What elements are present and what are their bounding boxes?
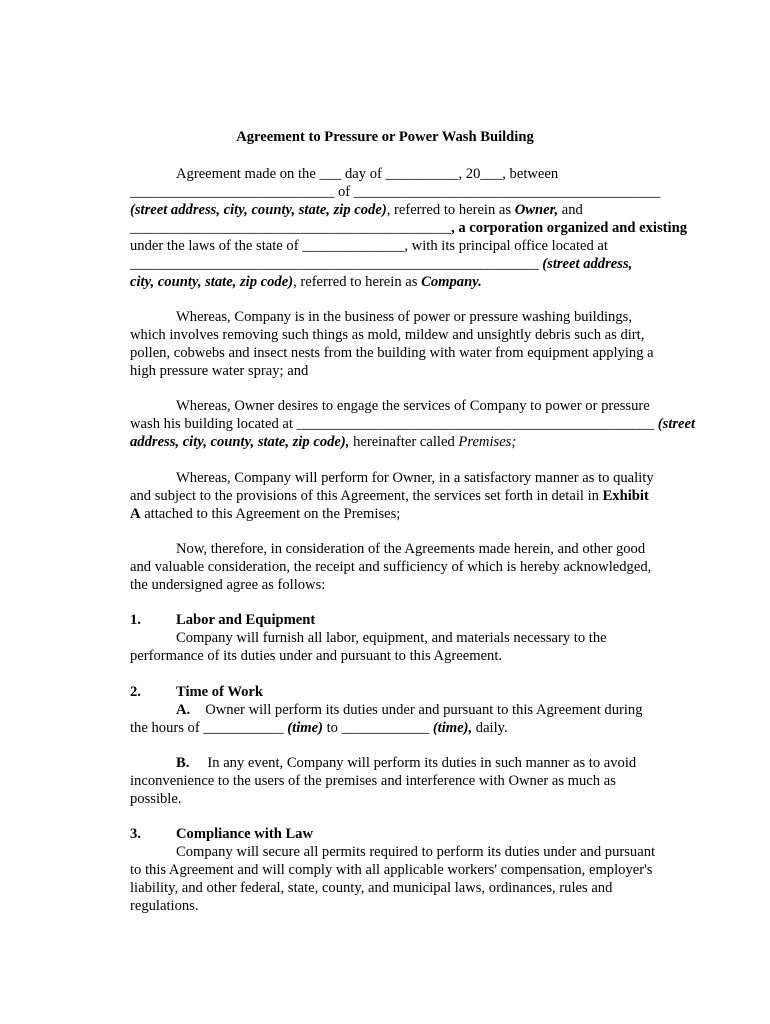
p4-exhibit-term: Exhibit: [602, 488, 649, 504]
p4-line-2: [130, 487, 678, 505]
p5-line-2: and valuable consideration, the receipt and sufficiency of which is hereby acknowledged,: [130, 559, 652, 575]
s2b-text: In any event, Company will perform its duties in such manner as to avoid: [207, 755, 637, 771]
section-3-heading: Compliance with Law: [176, 826, 314, 842]
p1-office-address-hint-cont: city, county, state, zip code): [130, 274, 294, 290]
p1-line-5: under the laws of the state of ______________, with its principal office located at: [130, 238, 608, 254]
p1-text: , referred to herein as: [386, 202, 515, 218]
p3-text: wash his building located at _________________________________________________: [130, 416, 658, 432]
p3-line-3: [130, 433, 678, 451]
p1-company-term: Company.: [421, 274, 482, 290]
p3-text: hereinafter called: [349, 434, 459, 450]
section-2-heading: Time of Work: [176, 684, 264, 700]
s2b-line-3: possible.: [130, 791, 182, 807]
p5-line-3: the undersigned agree as follows:: [130, 577, 326, 593]
p1-line-2: ____________________________ of __________________________________________: [130, 184, 661, 200]
s1-line-2: performance of its duties under and pursuant to this Agreement.: [130, 648, 503, 664]
section-3-number: 3.: [130, 826, 141, 842]
section-1-heading: Labor and Equipment: [176, 612, 316, 628]
p1-office-address-hint: (street address,: [542, 256, 633, 272]
section-1-number: 1.: [130, 612, 141, 628]
s3-line-1: Company will secure all permits required to perform its duties under and pursuant: [176, 844, 656, 860]
p4-exhibit-letter: A: [130, 506, 141, 522]
section-2-number: 2.: [130, 684, 141, 700]
s3-line-2: to this Agreement and will comply with all applicable workers' compensation, employer's: [130, 862, 653, 878]
s2a-time-hint: (time): [287, 720, 323, 736]
s2a-time-hint: (time),: [432, 720, 473, 736]
p3-address-hint-cont: address, city, county, state, zip code),: [130, 434, 350, 450]
p2-line-3: pollen, cobwebs and insect nests from the building with water from equipment applying a: [130, 345, 654, 361]
s3-line-3: liability, and other federal, state, county, and municipal laws, ordinances, rules and: [130, 880, 613, 896]
document-title: Agreement to Pressure or Power Wash Building: [236, 129, 534, 145]
p1-owner-term: Owner,: [514, 202, 559, 218]
s2a-line-1: [176, 701, 676, 719]
s2a-line-2: [130, 719, 678, 737]
p1-office-blank: ________________________________________________________: [130, 256, 543, 272]
s2a-text: the hours of ___________: [130, 720, 288, 736]
s2b-line-1: [176, 754, 676, 772]
p3-address-hint: (street: [657, 416, 696, 432]
p3-line-1: Whereas, Owner desires to engage the services of Company to power or pressure: [176, 398, 650, 414]
p1-comma: , a corporation organized and existing: [451, 220, 687, 236]
s2a-text: daily.: [472, 720, 508, 736]
p2-line-4: high pressure water spray; and: [130, 363, 309, 379]
p3-premises-term: Premises;: [458, 434, 517, 450]
p1-line-7: [130, 273, 678, 291]
p1-line-6: [130, 255, 678, 273]
p4-text: attached to this Agreement on the Premises;: [140, 506, 401, 522]
p1-owner-address-hint: (street address, city, county, state, zip code): [130, 202, 387, 218]
s2a-text: Owner will perform its duties under and pursuant to this Agreement during: [205, 702, 643, 718]
p1-text: , referred to herein as: [293, 274, 422, 290]
s3-line-4: regulations.: [130, 898, 199, 914]
p3-line-2: [130, 415, 696, 433]
p1-line-3: [130, 201, 678, 219]
p1-line-1: Agreement made on the ___ day of __________, 20___, between: [176, 166, 559, 182]
p4-text: and subject to the provisions of this Agreement, the services set forth in detail in: [130, 488, 603, 504]
s2-subsection-a-label: A.: [176, 702, 191, 718]
s2a-text: to ____________: [322, 720, 433, 736]
s2b-line-2: inconvenience to the users of the premises and interference with Owner as much as: [130, 773, 616, 789]
p2-line-1: Whereas, Company is in the business of power or pressure washing buildings,: [176, 309, 632, 325]
p2-line-2: which involves removing such things as mold, mildew and unsightly debris such as dirt,: [130, 327, 645, 343]
s1-line-1: Company will furnish all labor, equipment, and materials necessary to the: [176, 630, 607, 646]
p4-line-1: Whereas, Company will perform for Owner, in a satisfactory manner as to quality: [176, 470, 654, 486]
p4-line-3: [130, 505, 678, 523]
p1-line-4: [130, 219, 687, 237]
p1-text: and: [558, 202, 583, 218]
p5-line-1: Now, therefore, in consideration of the Agreements made herein, and other good: [176, 541, 646, 557]
s2-subsection-b-label: B.: [176, 755, 190, 771]
p1-company-blank: ____________________________________________: [130, 220, 452, 236]
